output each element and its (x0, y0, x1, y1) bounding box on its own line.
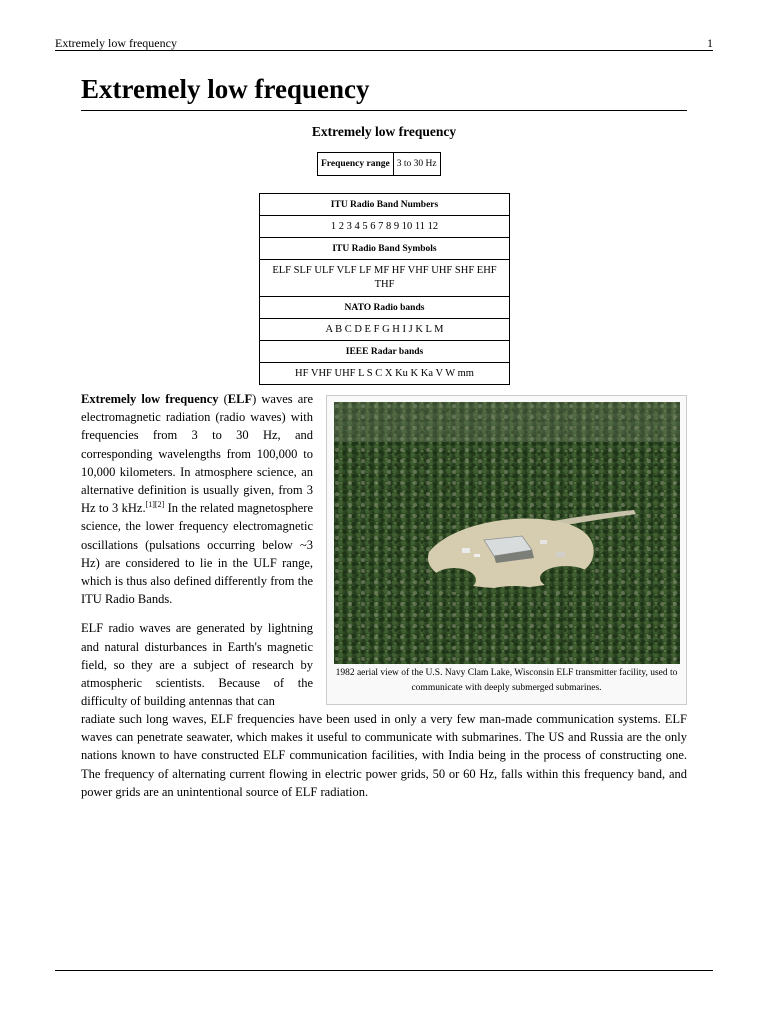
second-paragraph-start: ELF radio waves are generated by lightning and natural disturbances in Earth's magnetic field, so they are a subject of research by atmospheric scientists. Because of the difficulty of building antennas that can (81, 621, 313, 709)
term-bold: Extremely low frequency (81, 392, 219, 406)
itu-numbers-header: ITU Radio Band Numbers (260, 194, 510, 216)
text-span: ( (218, 392, 228, 406)
itu-symbols-links[interactable]: ELF SLF ULF VLF LF MF HF VHF UHF SHF EHF THF (260, 260, 510, 297)
text-span: In the related magnetosphere science, the lower frequency electromagnetic oscillations (pulsations occurring below ~3 Hz) are considered to lie in the ULF range, which is thus also defined differently from the ITU Radio Bands. (81, 501, 314, 607)
table-row (260, 297, 510, 319)
ieee-bands-links[interactable]: HF VHF UHF L S C X Ku K Ka V W mm (260, 363, 510, 385)
reference-link[interactable]: [1][2] (145, 500, 165, 510)
ieee-bands-header: IEEE Radar bands (260, 341, 510, 363)
figure-box (326, 395, 687, 705)
running-head-title: Extremely low frequency (55, 36, 177, 50)
table-row (318, 153, 441, 176)
table-row (260, 238, 510, 260)
vehicle (540, 540, 547, 544)
infobox-title: Extremely low frequency (311, 124, 457, 139)
second-paragraph-continuation: radiate such long waves, ELF frequencies have been used in only a very few man-made communication systems. ELF waves can penetrate seawater, which makes it useful to communicate with submarines. The US and Russia are the only nations known to have constructed ELF communication facilities, with India being in the process of constructing one. The frequency of alternating current flowing in electric power grids, 50 or 60 Hz, falls within this frequency band, and power grids are an unintentional source of ELF radiation. (81, 712, 687, 799)
abbr-bold: ELF (227, 392, 253, 406)
running-header (55, 36, 713, 51)
frequency-range-table (317, 152, 441, 176)
frequency-range-label: Frequency range (318, 153, 394, 176)
footer-rule (55, 970, 713, 971)
aerial-photo[interactable] (334, 402, 680, 664)
body-text-column (81, 390, 313, 721)
table-row (260, 363, 510, 385)
sky-haze (334, 402, 680, 442)
small-shed (462, 548, 470, 553)
article-title: Extremely low frequency (81, 74, 370, 104)
radio-bands-table (259, 193, 510, 385)
header-rule (55, 50, 713, 51)
small-shed (556, 552, 565, 557)
vehicle (474, 554, 480, 557)
table-row (260, 260, 510, 297)
nato-bands-header: NATO Radio bands (260, 297, 510, 319)
figure-caption: 1982 aerial view of the U.S. Navy Clam Lake, Wisconsin ELF transmitter facility, used to communicate with deeply submerged submarines. (335, 668, 678, 693)
itu-numbers-links[interactable]: 1 2 3 4 5 6 7 8 9 10 11 12 (260, 216, 510, 238)
table-row (260, 194, 510, 216)
text-span: ) waves are electromagnetic radiation (radio waves) with frequencies from 3 to 30 Hz, and corresponding wavelengths from 100,000 to 10,000 kilometers. In atmosphere science, an alternative definition is usually given, from 3 Hz to 3 kHz. (81, 392, 313, 516)
intro-paragraph (81, 390, 313, 608)
frequency-range-value: 3 to 30 Hz (393, 153, 440, 176)
table-row (260, 216, 510, 238)
page-number: 1 (707, 36, 713, 50)
title-rule (81, 110, 687, 111)
nato-bands-links[interactable]: A B C D E F G H I J K L M (260, 319, 510, 341)
itu-symbols-header: ITU Radio Band Symbols (260, 238, 510, 260)
table-row (260, 319, 510, 341)
table-row (260, 341, 510, 363)
